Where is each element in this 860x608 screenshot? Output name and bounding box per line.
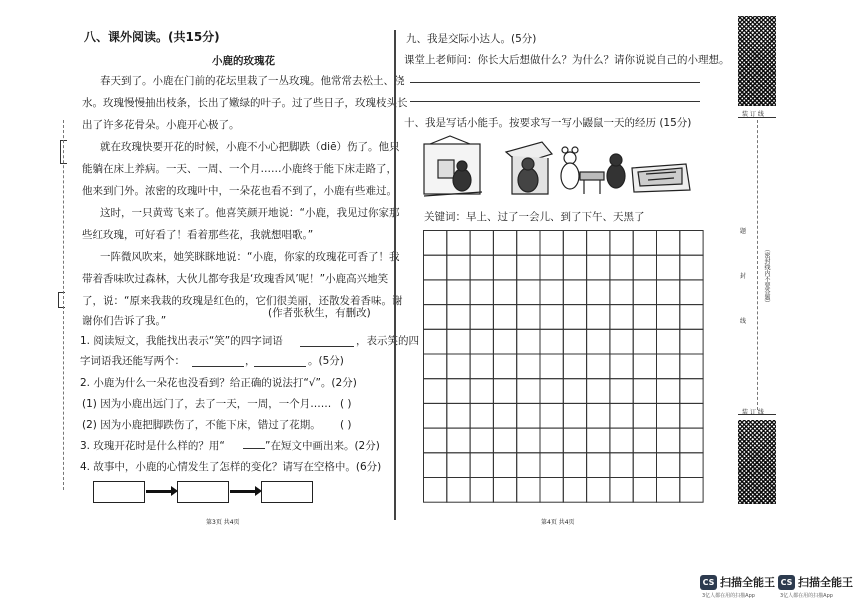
grid-cell[interactable] [540, 305, 563, 330]
grid-cell[interactable] [470, 305, 493, 330]
binding-label-top: 装 订 线 [742, 111, 764, 118]
grid-cell[interactable] [610, 453, 633, 478]
grid-cell[interactable] [470, 280, 493, 305]
section-10-title: 十、我是写话小能手。按要求写一写小鼹鼠一天的经历 (15分) [404, 117, 692, 129]
q3-text: ”在短文中画出来。(2分) [265, 440, 380, 452]
q1-text: 。(5分) [308, 355, 344, 367]
grid-cell[interactable] [633, 379, 656, 404]
grid-cell[interactable] [517, 379, 540, 404]
scanner-tagline: 3亿人都在用的扫描App [702, 593, 755, 599]
grid-cell[interactable] [493, 478, 516, 503]
binding-hatch-bottom [738, 420, 776, 504]
grid-cell[interactable] [563, 255, 586, 280]
grid-cell[interactable] [680, 428, 703, 453]
q1-text: 1. 阅读短文，我能找出表示“笑”的四字词语 [80, 335, 283, 347]
arrow-icon [230, 490, 256, 493]
grid-cell[interactable] [587, 329, 610, 354]
grid-cell[interactable] [493, 255, 516, 280]
q4-text: 4. 故事中，小鹿的心情发生了怎样的变化？请写在空格中。(6分) [80, 461, 382, 473]
grid-cell[interactable] [563, 280, 586, 305]
mood-box-3[interactable] [261, 481, 313, 503]
scanner-watermark [778, 574, 853, 590]
grid-cell[interactable] [447, 403, 470, 428]
grid-cell[interactable] [587, 428, 610, 453]
arrow-icon [146, 490, 172, 493]
binding-char: 题 [740, 228, 747, 235]
grid-cell[interactable] [657, 231, 680, 256]
grid-cell[interactable] [657, 280, 680, 305]
grid-cell[interactable] [470, 478, 493, 503]
q2-answer-paren[interactable]: ( ) [340, 419, 352, 431]
grid-cell[interactable] [447, 329, 470, 354]
grid-cell[interactable] [563, 453, 586, 478]
grid-cell[interactable] [540, 428, 563, 453]
grid-cell[interactable] [470, 453, 493, 478]
grid-cell[interactable] [470, 329, 493, 354]
grid-cell[interactable] [517, 354, 540, 379]
grid-cell[interactable] [424, 305, 447, 330]
grid-cell[interactable] [563, 478, 586, 503]
grid-cell[interactable] [517, 329, 540, 354]
grid-cell[interactable] [587, 231, 610, 256]
grid-cell[interactable] [680, 280, 703, 305]
grid-cell[interactable] [563, 329, 586, 354]
grid-cell[interactable] [657, 255, 680, 280]
grid-cell[interactable] [493, 231, 516, 256]
grid-cell[interactable] [587, 478, 610, 503]
grid-cell[interactable] [657, 428, 680, 453]
grid-cell[interactable] [657, 329, 680, 354]
answer-line[interactable] [410, 101, 700, 102]
grid-cell[interactable] [424, 428, 447, 453]
writing-grid[interactable] [423, 230, 704, 504]
grid-cell[interactable] [424, 329, 447, 354]
paragraph-line: 这时，一只黄莺飞来了。他喜笑颜开地说：“小鹿，我见过你家那 [100, 207, 400, 219]
grid-cell[interactable] [610, 478, 633, 503]
q2-text: 2. 小鹿为什么一朵花也没看到？给正确的说法打“√”。(2分) [80, 377, 357, 389]
story-title: 小鹿的玫瑰花 [212, 55, 275, 67]
section-8-title: 八、课外阅读。(共15分) [84, 30, 220, 44]
keywords: 关键词：早上、过了一会儿、到了下午、天黑了 [424, 211, 645, 223]
grid-cell[interactable] [447, 453, 470, 478]
grid-cell[interactable] [610, 305, 633, 330]
grid-cell[interactable] [470, 255, 493, 280]
q3-underline-sample [243, 448, 265, 449]
q2-answer-paren[interactable]: ( ) [340, 398, 352, 410]
grid-cell[interactable] [633, 453, 656, 478]
section-9-title: 九、我是交际小达人。(5分) [406, 33, 537, 45]
grid-cell[interactable] [517, 231, 540, 256]
grid-cell[interactable] [657, 453, 680, 478]
page-footer-left: 第3页 共4页 [206, 519, 240, 526]
grid-cell[interactable] [470, 379, 493, 404]
grid-cell[interactable] [680, 354, 703, 379]
binding-line [738, 117, 776, 118]
grid-cell[interactable] [680, 329, 703, 354]
grid-cell[interactable] [493, 305, 516, 330]
paragraph-line: 一阵微风吹来，她笑眯眯地说：“小鹿，你家的玫瑰花可香了！我 [100, 251, 400, 263]
binding-note: （密封线内不要答题） [763, 246, 770, 306]
grid-cell[interactable] [610, 428, 633, 453]
binding-char: 线 [740, 318, 747, 325]
scanner-logo-icon: CS [778, 575, 795, 590]
grid-cell[interactable] [517, 280, 540, 305]
grid-cell[interactable] [563, 305, 586, 330]
paragraph-line: 能躺在床上养病。一天、一周、一个月……小鹿终于能下床走路了， [82, 163, 397, 175]
grid-cell[interactable] [680, 231, 703, 256]
paragraph-line: 出了许多花骨朵。小鹿开心极了。 [82, 119, 240, 131]
grid-cell[interactable] [657, 305, 680, 330]
binding-line [738, 414, 776, 415]
grid-cell[interactable] [517, 478, 540, 503]
binding-char: 封 [740, 273, 747, 280]
grid-cell[interactable] [563, 379, 586, 404]
q1-blank[interactable] [300, 346, 354, 347]
grid-cell[interactable] [587, 379, 610, 404]
paragraph-line: 些红玫瑰，可好看了！看着那些花，我就想唱歌。” [82, 229, 314, 241]
grid-cell[interactable] [424, 280, 447, 305]
scanner-logo-icon: CS [700, 575, 717, 590]
q1-text: ，表示笑的四 [356, 335, 419, 347]
mood-box-2[interactable] [177, 481, 229, 503]
grid-cell[interactable] [657, 403, 680, 428]
grid-cell[interactable] [657, 354, 680, 379]
grid-cell[interactable] [587, 280, 610, 305]
page-separator [394, 30, 396, 520]
margin-dashed-line [63, 120, 64, 490]
paragraph-line: 谢你们告诉了我。” [82, 315, 167, 327]
grid-cell[interactable] [540, 280, 563, 305]
grid-cell[interactable] [424, 354, 447, 379]
grid-cell[interactable] [470, 428, 493, 453]
grid-cell[interactable] [447, 305, 470, 330]
binding-dashed-line [757, 120, 758, 410]
page-footer-right: 第4页 共4页 [541, 519, 575, 526]
grid-cell[interactable] [633, 478, 656, 503]
grid-cell[interactable] [633, 231, 656, 256]
grid-cell[interactable] [563, 354, 586, 379]
grid-cell[interactable] [517, 453, 540, 478]
mood-box-1[interactable] [93, 481, 145, 503]
grid-cell[interactable] [633, 280, 656, 305]
author-note: (作者张秋生，有删改) [268, 307, 371, 319]
grid-cell[interactable] [424, 403, 447, 428]
grid-cell[interactable] [657, 478, 680, 503]
q2-option-2: (2) 因为小鹿把脚跌伤了，不能下床，错过了花期。 [82, 419, 321, 431]
grid-cell[interactable] [517, 403, 540, 428]
grid-cell[interactable] [540, 379, 563, 404]
grid-cell[interactable] [470, 403, 493, 428]
scanner-brand-name: 扫描全能王 [720, 576, 775, 589]
grid-cell[interactable] [540, 255, 563, 280]
q1-blank[interactable] [254, 366, 306, 367]
q3-text: 3. 玫瑰开花时是什么样的？用“ [80, 440, 225, 452]
grid-cell[interactable] [493, 354, 516, 379]
grid-cell[interactable] [633, 255, 656, 280]
grid-cell[interactable] [517, 255, 540, 280]
grid-cell[interactable] [424, 255, 447, 280]
grid-cell[interactable] [540, 403, 563, 428]
grid-cell[interactable] [493, 428, 516, 453]
scanner-brand-name: 扫描全能王 [798, 576, 853, 589]
paragraph-line: 春天到了。小鹿在门前的花坛里栽了一丛玫瑰。他常常去松土、浇 [100, 75, 405, 87]
grid-cell[interactable] [493, 403, 516, 428]
grid-cell[interactable] [493, 329, 516, 354]
grid-cell[interactable] [424, 379, 447, 404]
binding-label-bottom: 装 订 线 [742, 409, 764, 416]
grid-cell[interactable] [517, 428, 540, 453]
grid-cell[interactable] [680, 403, 703, 428]
q9-text: 课堂上老师问：你长大后想做什么？为什么？请你说说自己的小理想。 [404, 54, 730, 66]
grid-cell[interactable] [424, 453, 447, 478]
grid-cell[interactable] [563, 403, 586, 428]
grid-cell[interactable] [540, 453, 563, 478]
grid-cell[interactable] [540, 354, 563, 379]
grid-cell[interactable] [447, 280, 470, 305]
grid-cell[interactable] [470, 231, 493, 256]
grid-cell[interactable] [424, 478, 447, 503]
paragraph-line: 了，说：“原来我栽的玫瑰是红色的，它们很美丽，还散发着香味。谢 [82, 295, 403, 307]
grid-cell[interactable] [587, 403, 610, 428]
grid-cell[interactable] [587, 255, 610, 280]
scanner-watermark [700, 574, 775, 590]
grid-cell[interactable] [587, 305, 610, 330]
grid-cell[interactable] [610, 231, 633, 256]
grid-cell[interactable] [493, 280, 516, 305]
grid-cell[interactable] [540, 478, 563, 503]
grid-cell[interactable] [587, 354, 610, 379]
grid-cell[interactable] [470, 354, 493, 379]
answer-line[interactable] [410, 82, 700, 83]
grid-cell[interactable] [680, 305, 703, 330]
grid-cell[interactable] [587, 453, 610, 478]
q1-text: ， [245, 355, 256, 367]
paragraph-line: 就在玫瑰快要开花的时候，小鹿不小心把脚跌（diē）伤了。他只 [100, 141, 400, 153]
paragraph-line: 带着香味吹过森林，大伙儿都夸我是‘玫瑰香风’呢！”小鹿高兴地笑 [82, 273, 389, 285]
grid-cell[interactable] [447, 255, 470, 280]
grid-cell[interactable] [633, 305, 656, 330]
grid-cell[interactable] [610, 403, 633, 428]
paragraph-line: 水。玫瑰慢慢抽出枝条，长出了嫩绿的叶子。过了些日子，玫瑰枝头长 [82, 97, 408, 109]
paragraph-line: 他来到门外。浓密的玫瑰叶中，一朵花也看不到了，小鹿有些难过。 [82, 185, 397, 197]
grid-cell[interactable] [563, 231, 586, 256]
grid-cell[interactable] [680, 255, 703, 280]
grid-cell[interactable] [447, 478, 470, 503]
mole-comic-illustration [420, 134, 696, 204]
grid-cell[interactable] [540, 231, 563, 256]
grid-cell[interactable] [633, 428, 656, 453]
grid-cell[interactable] [610, 354, 633, 379]
grid-cell[interactable] [610, 379, 633, 404]
grid-cell[interactable] [680, 379, 703, 404]
q2-option-1: (1) 因为小鹿出远门了，去了一天，一周，一个月…… [82, 398, 332, 410]
grid-cell[interactable] [633, 354, 656, 379]
grid-cell[interactable] [610, 329, 633, 354]
grid-cell[interactable] [657, 379, 680, 404]
grid-cell[interactable] [447, 354, 470, 379]
grid-cell[interactable] [633, 403, 656, 428]
grid-cell[interactable] [447, 428, 470, 453]
grid-cell[interactable] [424, 231, 447, 256]
q1-blank[interactable] [192, 366, 244, 367]
grid-cell[interactable] [517, 305, 540, 330]
q1-text: 字词语我还能写两个： [80, 355, 185, 367]
grid-cell[interactable] [447, 231, 470, 256]
grid-cell[interactable] [563, 428, 586, 453]
grid-cell[interactable] [610, 280, 633, 305]
grid-cell[interactable] [610, 255, 633, 280]
grid-cell[interactable] [447, 379, 470, 404]
grid-cell[interactable] [493, 379, 516, 404]
scanner-tagline: 3亿人都在用的扫描App [780, 593, 833, 599]
grid-cell[interactable] [680, 453, 703, 478]
grid-cell[interactable] [540, 329, 563, 354]
binding-hatch-top [738, 16, 776, 106]
grid-cell[interactable] [493, 453, 516, 478]
grid-cell[interactable] [633, 329, 656, 354]
grid-cell[interactable] [680, 478, 703, 503]
